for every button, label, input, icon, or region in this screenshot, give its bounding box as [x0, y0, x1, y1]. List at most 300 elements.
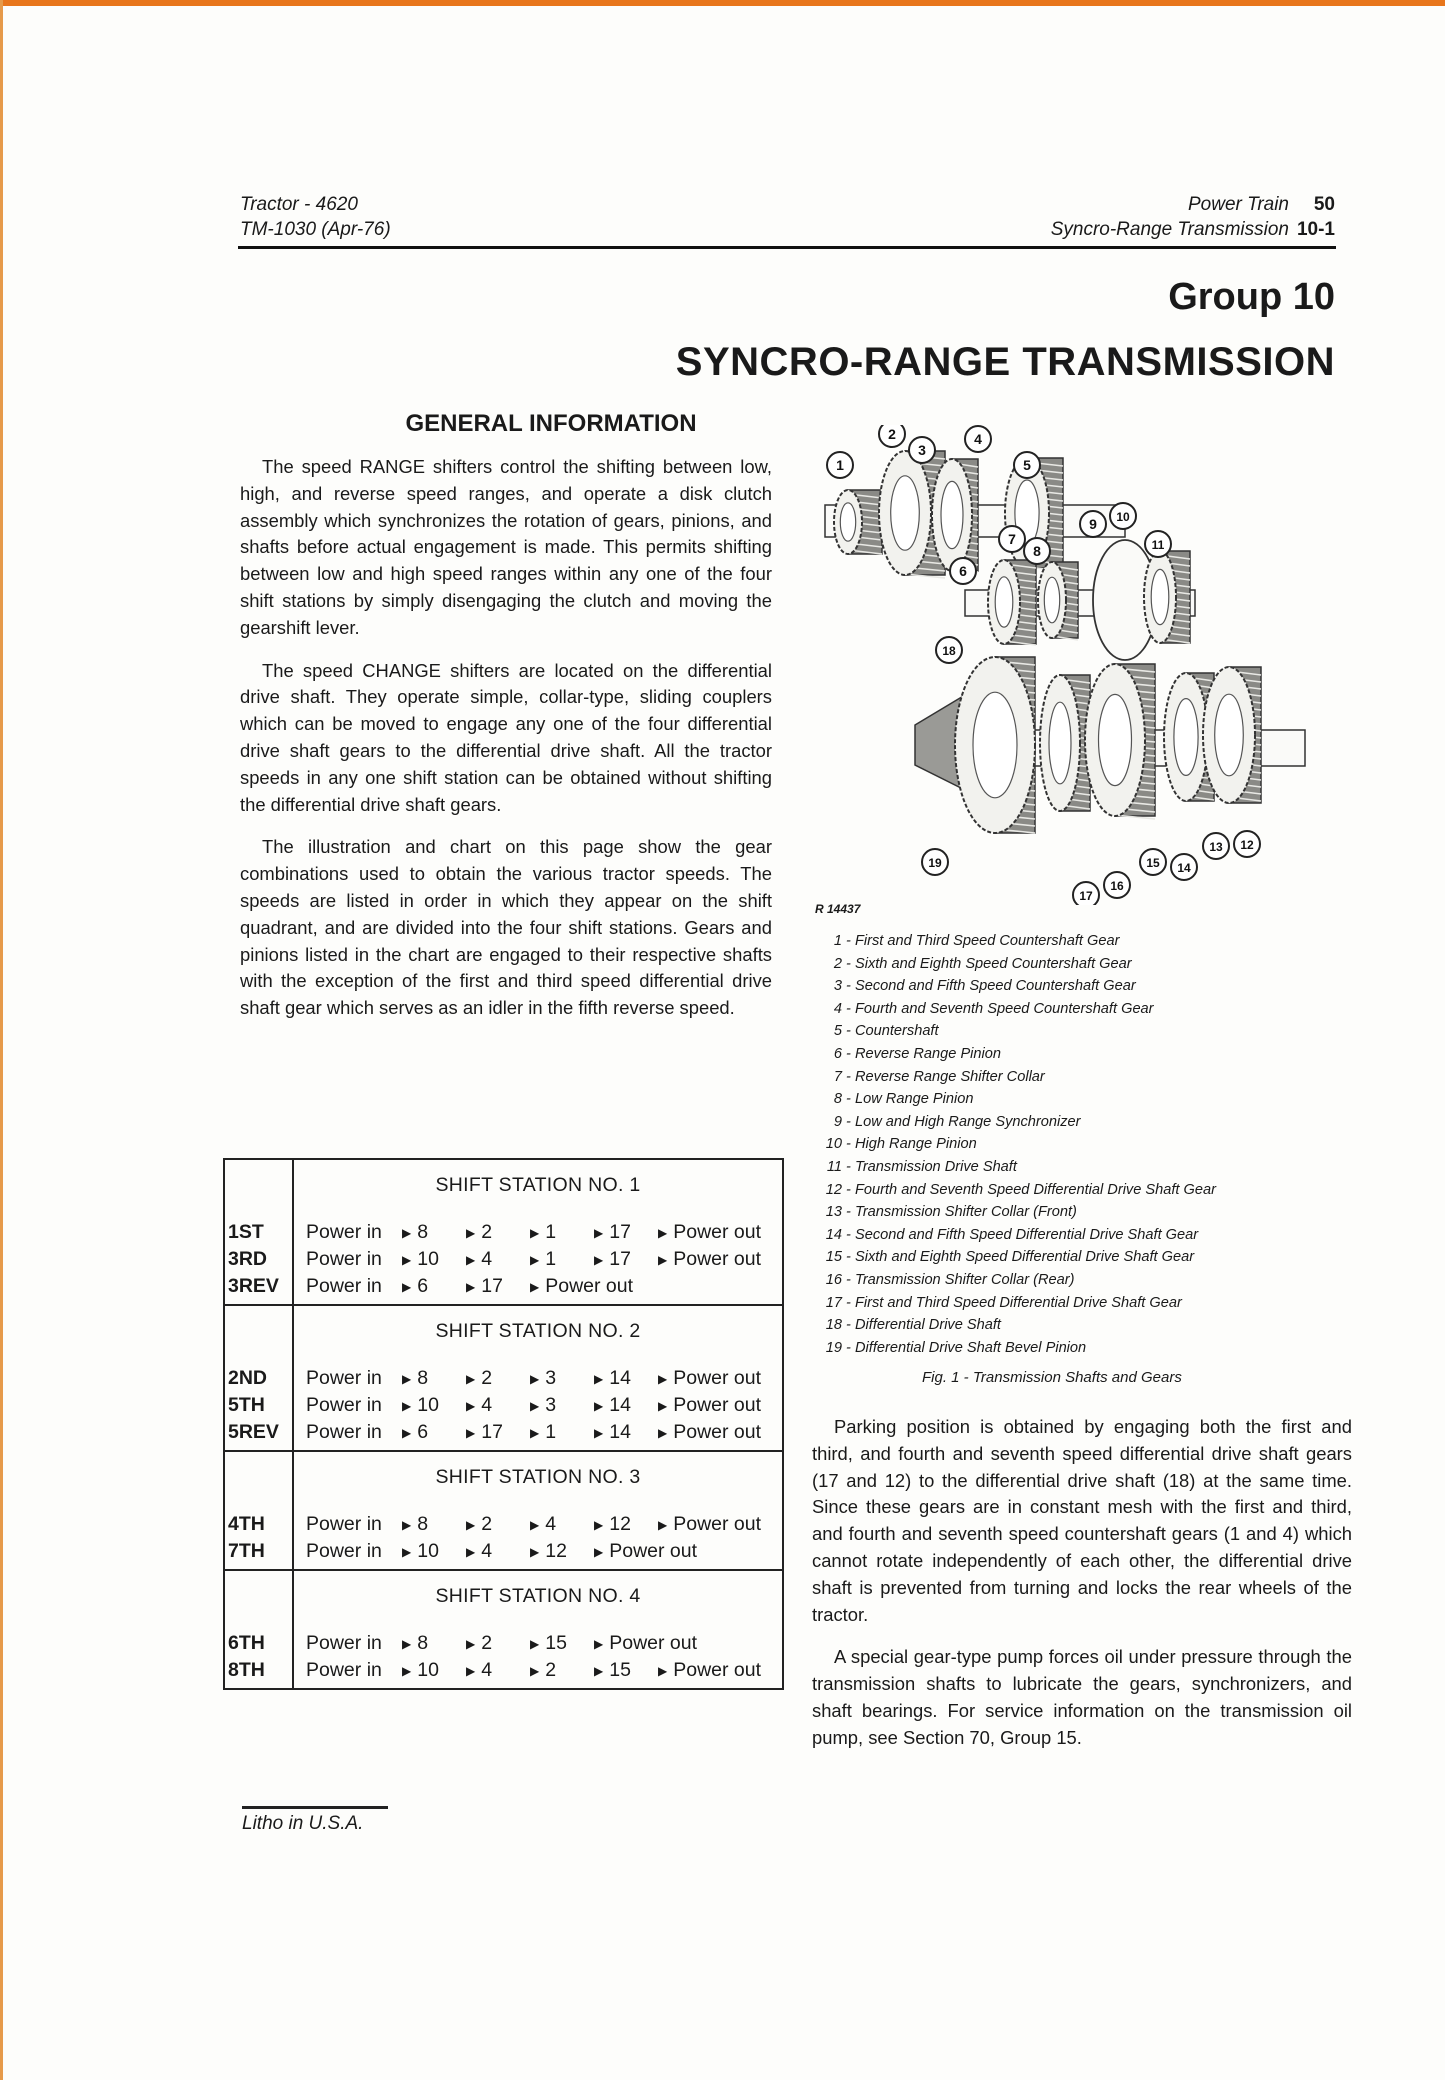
- legend-number: 12: [825, 1181, 842, 1198]
- callout-number: 12: [1240, 838, 1254, 852]
- arrow-icon: ▶: [402, 1545, 412, 1559]
- path-step: [530, 1246, 594, 1273]
- legend-number: 8: [833, 1091, 842, 1108]
- path-step: [466, 1538, 530, 1565]
- shift-station: [224, 1570, 783, 1689]
- gear-number: 3: [545, 1394, 557, 1416]
- path-step: [306, 1419, 402, 1446]
- arrow-icon: ▶: [402, 1372, 412, 1386]
- shift-station: [224, 1451, 783, 1570]
- arrow-icon: ▶: [530, 1518, 540, 1532]
- path-step: [594, 1657, 658, 1684]
- paragraph-illustration: The illustration and chart on this page show the gear combinations used to obtain the various tractor speeds. The speeds are listed in order in which they appear on the shift quadrant, and are divided into the four shift stations. Gears and pinions listed in the chart are engaged to their respective shafts with the exception of the first and third speed differential drive shaft gear which serves as an idler in the fifth reverse speed.: [240, 836, 772, 1019]
- legend-number: 14: [825, 1226, 842, 1243]
- path-step: [658, 1365, 762, 1392]
- legend-separator: -: [842, 1158, 855, 1175]
- power-in-label: Power in: [306, 1632, 382, 1654]
- speed-label: 2ND: [228, 1367, 268, 1389]
- gear-number: 4: [481, 1394, 493, 1416]
- legend-label: Reverse Range Shifter Collar: [854, 1068, 1045, 1085]
- arrow-icon: ▶: [466, 1372, 476, 1386]
- path-step: [306, 1538, 402, 1565]
- route-column: [293, 1305, 783, 1451]
- arrow-icon: ▶: [658, 1372, 668, 1386]
- gear-number: 12: [545, 1540, 567, 1562]
- running-header-right: [1051, 192, 1335, 242]
- arrow-icon: ▶: [594, 1426, 604, 1440]
- path-step: [402, 1219, 466, 1246]
- gear-number: 10: [417, 1394, 439, 1416]
- path-step: [306, 1511, 402, 1538]
- legend-number: 5: [833, 1023, 842, 1040]
- power-out-label: Power out: [673, 1367, 762, 1389]
- arrow-icon: ▶: [530, 1372, 540, 1386]
- path-step: [594, 1219, 658, 1246]
- gear-number: 2: [481, 1367, 493, 1389]
- path-step: [594, 1511, 658, 1538]
- path-step: [658, 1392, 762, 1419]
- path-step: [402, 1538, 466, 1565]
- legend-label: Sixth and Eighth Speed Differential Drive Shaft Gear: [854, 1249, 1195, 1266]
- footer-litho: Litho in U.S.A.: [242, 1813, 364, 1834]
- gear-number: 17: [481, 1421, 503, 1443]
- legend-separator: -: [842, 1317, 855, 1334]
- path-step: [466, 1246, 530, 1273]
- legend-separator: -: [842, 1023, 855, 1040]
- legend-number: 1: [833, 933, 842, 949]
- gear-number: 15: [609, 1659, 631, 1681]
- arrow-icon: ▶: [594, 1518, 604, 1532]
- arrow-icon: ▶: [466, 1518, 476, 1532]
- path-step: [466, 1511, 530, 1538]
- gear-number: 10: [417, 1540, 439, 1562]
- path-step: [658, 1511, 762, 1538]
- gear-number: 2: [481, 1513, 493, 1535]
- gear-number: 2: [481, 1632, 493, 1654]
- legend-item: [818, 1269, 1216, 1292]
- path-step: [466, 1630, 530, 1657]
- legend-item: [818, 1224, 1216, 1247]
- legend-item: [818, 953, 1216, 976]
- gear-12-hub: [1215, 694, 1244, 776]
- power-path: [294, 1273, 782, 1300]
- legend-number: 2: [833, 955, 842, 972]
- callout-number: 15: [1146, 856, 1160, 870]
- section-heading: GENERAL INFORMATION: [405, 410, 697, 437]
- arrow-icon: ▶: [658, 1664, 668, 1678]
- legend-number: 9: [833, 1113, 842, 1130]
- gear-number: 4: [481, 1540, 493, 1562]
- path-step: [306, 1219, 402, 1246]
- collar-13-hub: [1174, 699, 1198, 776]
- arrow-icon: ▶: [530, 1545, 540, 1559]
- gear-number: 8: [417, 1632, 429, 1654]
- path-step: [466, 1392, 530, 1419]
- legend-label: Reverse Range Pinion: [854, 1045, 1002, 1062]
- legend-number: 13: [825, 1204, 842, 1221]
- legend-label: Transmission Shifter Collar (Rear): [854, 1271, 1075, 1288]
- group-label: Group 10: [1168, 276, 1335, 318]
- power-path: [294, 1219, 782, 1246]
- legend-separator: -: [842, 933, 855, 949]
- station-title: SHIFT STATION NO. 1: [435, 1174, 641, 1196]
- path-step: [402, 1419, 466, 1446]
- power-out-label: Power out: [673, 1659, 762, 1681]
- page-edge-left: [0, 0, 3, 2080]
- arrow-icon: ▶: [466, 1426, 476, 1440]
- gear-10-hub: [1151, 569, 1169, 624]
- power-in-label: Power in: [306, 1394, 382, 1416]
- callout-number: 2: [888, 426, 896, 442]
- power-in-label: Power in: [306, 1421, 382, 1443]
- path-step: [594, 1419, 658, 1446]
- gear-number: 8: [417, 1221, 429, 1243]
- legend-label: Second and Fifth Speed Countershaft Gear: [854, 978, 1136, 995]
- legend-number: 6: [833, 1045, 842, 1062]
- legend-label: Countershaft: [854, 1023, 939, 1040]
- path-step: [306, 1630, 402, 1657]
- arrow-icon: ▶: [658, 1426, 668, 1440]
- arrow-icon: ▶: [466, 1280, 476, 1294]
- path-step: [658, 1246, 762, 1273]
- speed-label: 6TH: [228, 1632, 265, 1654]
- speed-label: 1ST: [228, 1221, 264, 1243]
- callout-number: 19: [928, 856, 942, 870]
- path-step: [402, 1273, 466, 1300]
- path-step: [594, 1365, 658, 1392]
- legend-label: Transmission Drive Shaft: [854, 1158, 1017, 1175]
- arrow-icon: ▶: [594, 1545, 604, 1559]
- callout-number: 8: [1033, 543, 1041, 559]
- legend-label: High Range Pinion: [854, 1136, 977, 1153]
- gear-number: 8: [417, 1367, 429, 1389]
- footer-rule: [242, 1806, 388, 1809]
- power-in-label: Power in: [306, 1275, 382, 1297]
- path-step: [402, 1511, 466, 1538]
- power-path: [294, 1365, 782, 1392]
- speed-column: [224, 1570, 293, 1689]
- page-edge-top: [0, 0, 1445, 6]
- legend-label: Low Range Pinion: [854, 1091, 974, 1108]
- speed-label: 5TH: [228, 1394, 265, 1416]
- path-step: [530, 1538, 594, 1565]
- arrow-icon: ▶: [530, 1226, 540, 1240]
- callout-number: 17: [1079, 889, 1093, 903]
- path-step: [402, 1365, 466, 1392]
- route-column: [293, 1570, 783, 1689]
- legend-separator: -: [842, 1091, 855, 1108]
- callout-number: 3: [918, 442, 926, 458]
- path-step: [306, 1365, 402, 1392]
- arrow-icon: ▶: [530, 1399, 540, 1413]
- callout-number: 11: [1151, 538, 1165, 552]
- speed-label: 7TH: [228, 1540, 265, 1562]
- legend-item: [818, 1133, 1216, 1156]
- paragraph-parking: Parking position is obtained by engaging both the first and third, and fourth and seventh speed differential drive shaft gears (17 and 12) to the differential drive shaft (18) at the same time. Since these gears are in constant mesh with the first and third, and fourth and seventh speed countershaft gears (1 and 4) which cannot rotate independently of each other, the differential drive shaft is prevented from turning and locks the rear wheels of the tractor.: [812, 1416, 1352, 1625]
- power-out-label: Power out: [673, 1421, 762, 1443]
- power-out-label: Power out: [673, 1248, 762, 1270]
- legend-item: [818, 1156, 1216, 1179]
- legend-separator: -: [842, 1204, 855, 1221]
- callout-number: 1: [836, 457, 844, 473]
- path-step: [530, 1630, 594, 1657]
- legend-item: [818, 1066, 1216, 1089]
- header-group: Syncro-Range Transmission: [1050, 219, 1289, 240]
- legend-label: Second and Fifth Speed Differential Drive Shaft Gear: [854, 1226, 1199, 1243]
- station-title: SHIFT STATION NO. 3: [435, 1466, 641, 1488]
- legend-item: [818, 1088, 1216, 1111]
- arrow-icon: ▶: [594, 1637, 604, 1651]
- legend-label: Differential Drive Shaft: [854, 1317, 1001, 1334]
- shift-station: [224, 1159, 783, 1305]
- power-in-label: Power in: [306, 1248, 382, 1270]
- legend-separator: -: [842, 1226, 855, 1243]
- legend-item: [818, 1201, 1216, 1224]
- running-header-left: [240, 192, 391, 242]
- arrow-icon: ▶: [658, 1399, 668, 1413]
- figure-id: R 14437: [815, 902, 861, 916]
- path-step: [466, 1219, 530, 1246]
- general-information: [240, 410, 772, 1038]
- callout-number: 13: [1209, 840, 1223, 854]
- arrow-icon: ▶: [530, 1637, 540, 1651]
- legend-number: 3: [833, 978, 842, 995]
- power-out-label: Power out: [545, 1275, 634, 1297]
- path-step: [658, 1219, 762, 1246]
- power-out-label: Power out: [609, 1540, 698, 1562]
- arrow-icon: ▶: [402, 1226, 412, 1240]
- legend-item: [818, 1020, 1216, 1043]
- path-step: [658, 1657, 762, 1684]
- legend-label: First and Third Speed Countershaft Gear: [854, 933, 1120, 949]
- speed-column: [224, 1451, 293, 1570]
- arrow-icon: ▶: [402, 1253, 412, 1267]
- gear-number: 1: [545, 1221, 557, 1243]
- power-in-label: Power in: [306, 1367, 382, 1389]
- arrow-icon: ▶: [594, 1399, 604, 1413]
- callout-number: 18: [942, 644, 956, 658]
- legend-item: [818, 998, 1216, 1021]
- legend-separator: -: [842, 1000, 855, 1017]
- callout-number: 5: [1023, 457, 1031, 473]
- arrow-icon: ▶: [402, 1664, 412, 1678]
- power-in-label: Power in: [306, 1513, 382, 1535]
- arrow-icon: ▶: [594, 1253, 604, 1267]
- power-in-label: Power in: [306, 1659, 382, 1681]
- legend-separator: -: [842, 1068, 855, 1085]
- callout-number: 6: [959, 563, 967, 579]
- power-path: [294, 1392, 782, 1419]
- speed-label: 3REV: [228, 1275, 279, 1297]
- power-out-label: Power out: [673, 1513, 762, 1535]
- arrow-icon: ▶: [402, 1637, 412, 1651]
- header-section: Power Train: [1187, 194, 1289, 215]
- speed-label: 5REV: [228, 1421, 279, 1443]
- arrow-icon: ▶: [402, 1518, 412, 1532]
- shift-station: [224, 1305, 783, 1451]
- legend-item: [818, 1179, 1216, 1202]
- arrow-icon: ▶: [658, 1226, 668, 1240]
- header-page-num: 10-1: [1296, 219, 1335, 240]
- legend-item: [818, 1246, 1216, 1269]
- power-out-label: Power out: [673, 1221, 762, 1243]
- arrow-icon: ▶: [594, 1664, 604, 1678]
- gear-number: 14: [609, 1367, 631, 1389]
- arrow-icon: ▶: [466, 1545, 476, 1559]
- legend-item: [818, 1292, 1216, 1315]
- header-model: Tractor - 4620: [240, 194, 358, 215]
- gear-number: 12: [609, 1513, 631, 1535]
- speed-column: [224, 1159, 293, 1305]
- legend-number: 7: [833, 1068, 842, 1085]
- gear-number: 2: [481, 1221, 493, 1243]
- shift-station-chart: [223, 1158, 784, 1690]
- gear-1-hub: [840, 503, 855, 541]
- gear-number: 8: [417, 1513, 429, 1535]
- paragraph-range-shifters: The speed RANGE shifters control the shifting between low, high, and reverse speed ranges, and operate a disk clutch assembly which synchronizes the rotation of gears, pinions, and shafts before actual engagement is made. This permits shifting between low and high speed ranges within any one of the four shift stations by simply disengaging the clutch and moving the gearshift lever.: [240, 456, 772, 638]
- speed-label: 4TH: [228, 1513, 265, 1535]
- path-step: [466, 1365, 530, 1392]
- legend-label: Low and High Range Synchronizer: [854, 1113, 1081, 1130]
- arrow-icon: ▶: [594, 1226, 604, 1240]
- legend-separator: -: [842, 1271, 855, 1288]
- legend-label: Differential Drive Shaft Bevel Pinion: [854, 1339, 1087, 1356]
- callout-number: 9: [1089, 516, 1097, 532]
- figure-legend: [818, 930, 1216, 1359]
- path-step: [466, 1273, 530, 1300]
- path-step: [402, 1630, 466, 1657]
- callout-number: 10: [1116, 510, 1130, 524]
- legend-separator: -: [842, 1136, 855, 1153]
- path-step: [594, 1392, 658, 1419]
- header-rule: [238, 246, 1336, 249]
- gear-number: 2: [545, 1659, 557, 1681]
- route-column: [293, 1159, 783, 1305]
- power-path: [294, 1630, 782, 1657]
- gear-number: 6: [417, 1275, 429, 1297]
- paragraph-change-shifters: The speed CHANGE shifters are located on the differential drive shaft. They operate simple, collar-type, sliding couplers which can be moved to engage any one of the four differential drive shaft gears to the differential drive shaft. All the tractor speeds in any one shift station can be obtained without shifting the differential drive shaft gears.: [240, 659, 772, 815]
- power-path: [294, 1246, 782, 1273]
- path-step: [530, 1511, 594, 1538]
- path-step: [402, 1657, 466, 1684]
- path-step: [530, 1273, 634, 1300]
- callout-number: 7: [1008, 531, 1016, 547]
- callout-number: 14: [1177, 861, 1191, 875]
- legend-number: 16: [825, 1271, 842, 1288]
- gear-number: 4: [545, 1513, 557, 1535]
- legend-separator: -: [842, 1339, 855, 1356]
- gear-17-hub: [973, 692, 1017, 798]
- right-column-text: [812, 1414, 1352, 1768]
- path-step: [530, 1365, 594, 1392]
- path-step: [466, 1657, 530, 1684]
- legend-label: Sixth and Eighth Speed Countershaft Gear: [854, 955, 1132, 972]
- route-column: [293, 1451, 783, 1570]
- arrow-icon: ▶: [658, 1253, 668, 1267]
- arrow-icon: ▶: [466, 1664, 476, 1678]
- power-path: [294, 1511, 782, 1538]
- legend-separator: -: [842, 978, 855, 995]
- legend-number: 18: [825, 1317, 842, 1334]
- collar-16-hub: [1049, 702, 1071, 784]
- legend-number: 17: [825, 1294, 842, 1311]
- arrow-icon: ▶: [466, 1399, 476, 1413]
- arrow-icon: ▶: [530, 1280, 540, 1294]
- legend-label: First and Third Speed Differential Drive Shaft Gear: [854, 1294, 1182, 1311]
- gear-number: 17: [481, 1275, 503, 1297]
- speed-column: [224, 1305, 293, 1451]
- gear-6-7-hub: [995, 577, 1013, 627]
- path-step: [530, 1657, 594, 1684]
- legend-separator: -: [842, 1294, 855, 1311]
- path-step: [530, 1392, 594, 1419]
- legend-label: Transmission Shifter Collar (Front): [854, 1204, 1077, 1221]
- arrow-icon: ▶: [658, 1518, 668, 1532]
- legend-number: 11: [826, 1158, 842, 1175]
- station-title: SHIFT STATION NO. 4: [435, 1585, 641, 1607]
- legend-separator: -: [842, 1249, 855, 1266]
- speed-label: 3RD: [228, 1248, 268, 1270]
- transmission-illustration: [815, 425, 1335, 905]
- arrow-icon: ▶: [530, 1253, 540, 1267]
- legend-separator: -: [842, 1113, 855, 1130]
- power-out-label: Power out: [673, 1394, 762, 1416]
- power-path: [294, 1538, 782, 1565]
- path-step: [466, 1419, 530, 1446]
- legend-item: [818, 1337, 1216, 1360]
- gear-number: 1: [545, 1248, 557, 1270]
- path-step: [306, 1246, 402, 1273]
- arrow-icon: ▶: [402, 1280, 412, 1294]
- header-manual: TM-1030 (Apr-76): [240, 219, 391, 240]
- path-step: [530, 1219, 594, 1246]
- path-step: [402, 1246, 466, 1273]
- path-step: [306, 1392, 402, 1419]
- gear-8-hub: [1044, 577, 1059, 623]
- legend-item: [818, 1111, 1216, 1134]
- station-title: SHIFT STATION NO. 2: [435, 1320, 641, 1342]
- page-title: SYNCRO-RANGE TRANSMISSION: [675, 340, 1335, 384]
- gear-number: 17: [609, 1221, 631, 1243]
- figure-caption: Fig. 1 - Transmission Shafts and Gears: [922, 1369, 1182, 1386]
- path-step: [658, 1419, 762, 1446]
- legend-separator: -: [842, 955, 855, 972]
- arrow-icon: ▶: [530, 1664, 540, 1678]
- arrow-icon: ▶: [594, 1372, 604, 1386]
- gear-number: 10: [417, 1248, 439, 1270]
- power-in-label: Power in: [306, 1221, 382, 1243]
- legend-number: 15: [825, 1249, 842, 1266]
- path-step: [306, 1657, 402, 1684]
- gear-number: 3: [545, 1367, 557, 1389]
- paragraph-oil-pump: A special gear-type pump forces oil under pressure through the transmission shafts to lubricate the gears, synchronizers, and shaft bearings. For service information on the transmission oil pump, see Section 70, Group 15.: [812, 1646, 1352, 1748]
- arrow-icon: ▶: [402, 1399, 412, 1413]
- callout-number: 16: [1110, 879, 1124, 893]
- legend-number: 4: [833, 1000, 842, 1017]
- gear-number: 14: [609, 1421, 631, 1443]
- power-in-label: Power in: [306, 1540, 382, 1562]
- legend-separator: -: [842, 1045, 855, 1062]
- gear-number: 4: [481, 1659, 493, 1681]
- gear-number: 1: [545, 1421, 557, 1443]
- legend-item: [818, 975, 1216, 998]
- gear-number: 14: [609, 1394, 631, 1416]
- legend-number: 19: [825, 1339, 842, 1356]
- speed-label: 8TH: [228, 1659, 265, 1681]
- arrow-icon: ▶: [466, 1226, 476, 1240]
- path-step: [594, 1246, 658, 1273]
- arrow-icon: ▶: [402, 1426, 412, 1440]
